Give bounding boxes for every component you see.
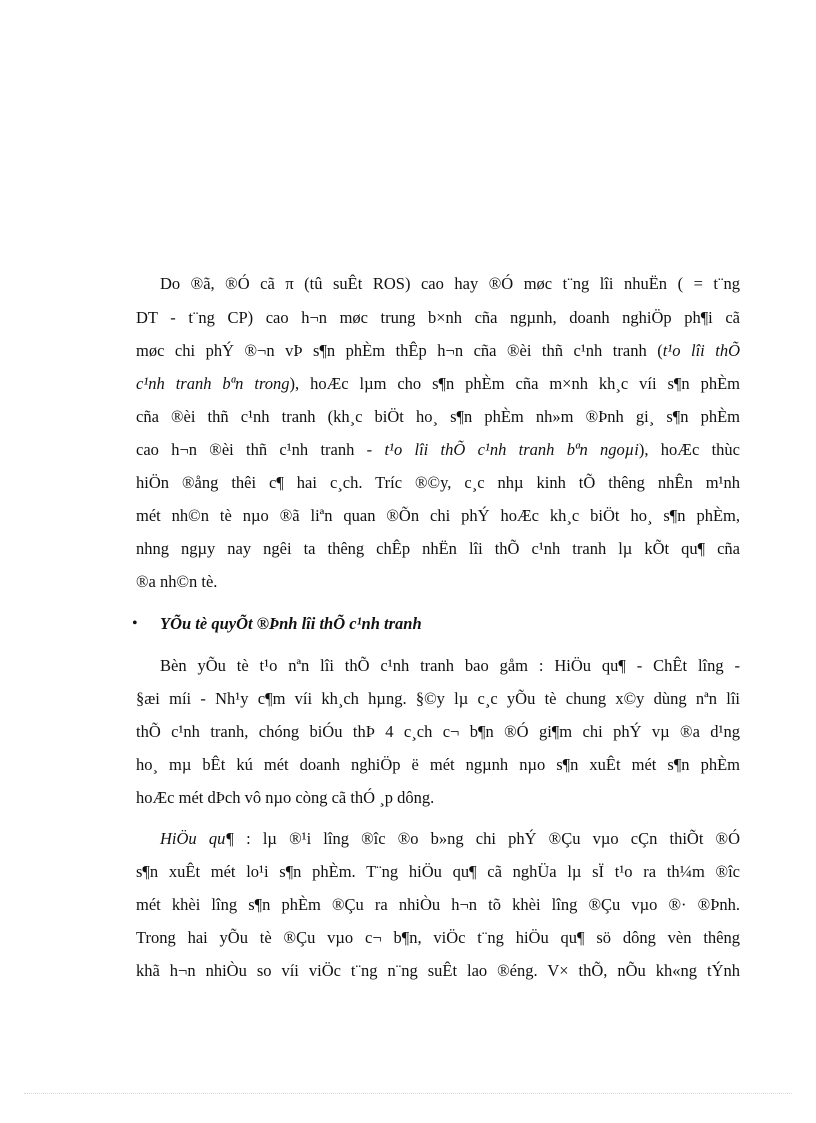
paragraph-1-line-4 [136, 374, 740, 394]
paragraph-1-line-9: nhng ngµy nay ngêi ta thêng chÊp nhËn lîi thÕ c¹nh tranh lµ kÕt qu¶ cña [136, 539, 740, 558]
paragraph-1-line-8: mét nh©n tè nµo ®ã liªn quan ®Õn chi phÝ hoÆc kh¸c biÖt ho¸ s¶n phÈm, [136, 506, 740, 525]
paragraph-2-line-2: §æi míi - Nh¹y c¶m víi kh¸ch hµng. §©y lµ c¸c yÕu tè chung x©y dùng nªn lîi [136, 689, 740, 708]
paragraph-1-line-6 [136, 440, 740, 460]
paragraph-3-line-1-text: : lµ ®¹i lîng ®îc ®o b»ng chi phÝ ®Çu vµo cÇn thiÕt ®Ó [246, 829, 741, 848]
paragraph-1-line-1: Do ®ã, ®Ó cã π (tû suÊt ROS) cao hay ®Ó møc t¨ng lîi nhuËn ( = t¨ng [160, 274, 740, 293]
paragraph-3-line-4: Trong hai yÕu tè ®Çu vµo c¬ b¶n, viÖc t¨ng hiÖu qu¶ sö dông vèn thêng [136, 928, 740, 947]
paragraph-1-line-6-tail: ), hoÆc thùc [638, 440, 740, 459]
paragraph-2-line-1: Bèn yÕu tè t¹o nªn lîi thÕ c¹nh tranh bao gåm : HiÖu qu¶ - ChÊt lîng - [160, 656, 740, 675]
paragraph-1-line-4-italic: c¹nh tranh bªn trong [136, 374, 290, 393]
paragraph-3-line-1 [160, 829, 740, 849]
paragraph-3-term: HiÖu qu¶ [160, 829, 234, 848]
paragraph-3-line-3: mét khèi lîng s¶n phÈm ®Çu ra nhiÒu h¬n tõ khèi lîng ®Çu vµo ®· ®Þnh. [136, 895, 740, 914]
paragraph-1-line-3-italic: t¹o lîi thÕ [662, 341, 740, 360]
paragraph-1-line-2: DT - t¨ng CP) cao h¬n møc trung b×nh cña ngµnh, doanh nghiÖp ph¶i cã [136, 308, 740, 327]
paragraph-2-line-3: thÕ c¹nh tranh, chóng biÓu thÞ 4 c¸ch c¬ b¶n ®Ó gi¶m chi phÝ vµ ®a d¹ng [136, 722, 740, 741]
paragraph-2-line-5: hoÆc mét dÞch vô nµo còng cã thÓ ¸p dông. [136, 788, 435, 807]
paragraph-1-line-4-text: ), hoÆc lµm cho s¶n phÈm cña m×nh kh¸c víi s¶n phÈm [289, 374, 740, 393]
paragraph-1-line-3 [136, 341, 740, 361]
section-heading: YÕu tè quyÕt ®Þnh lîi thÕ c¹nh tranh [160, 614, 422, 633]
bullet-icon: • [132, 615, 138, 632]
page-bottom-divider [24, 1093, 792, 1094]
paragraph-2-line-4: ho¸ mµ bÊt kú mét doanh nghiÖp ë mét ngµnh nµo s¶n xuÊt mét s¶n phÈm [136, 755, 740, 774]
paragraph-1-line-6-text: cao h¬n ®èi thñ c¹nh tranh - [136, 440, 385, 459]
paragraph-1-line-3-text: møc chi phÝ ®¬n vÞ s¶n phÈm thÊp h¬n cña ®èi thñ c¹nh tranh ( [136, 341, 663, 360]
paragraph-3-line-5: khã h¬n nhiÒu so víi viÖc t¨ng n¨ng suÊt lao ®éng. V× thÕ, nÕu kh«ng tÝnh [136, 961, 740, 980]
paragraph-1-line-6-italic: t¹o lîi thÕ c¹nh tranh bªn ngoµi [384, 440, 639, 459]
paragraph-3-line-2: s¶n xuÊt mét lo¹i s¶n phÈm. T¨ng hiÖu qu¶ cã nghÜa lµ sÏ t¹o ra th¼m ®îc [136, 862, 740, 881]
paragraph-1-line-7: hiÖn ®ång thêi c¶ hai c¸ch. Tríc ®©y, c¸c nhµ kinh tÕ thêng nhÊn m¹nh [136, 473, 740, 492]
paragraph-1-line-10: ®a nh©n tè. [136, 572, 218, 591]
paragraph-1-line-5: cña ®èi thñ c¹nh tranh (kh¸c biÖt ho¸ s¶n phÈm nh»m ®Þnh gi¸ s¶n phÈm [136, 407, 740, 426]
